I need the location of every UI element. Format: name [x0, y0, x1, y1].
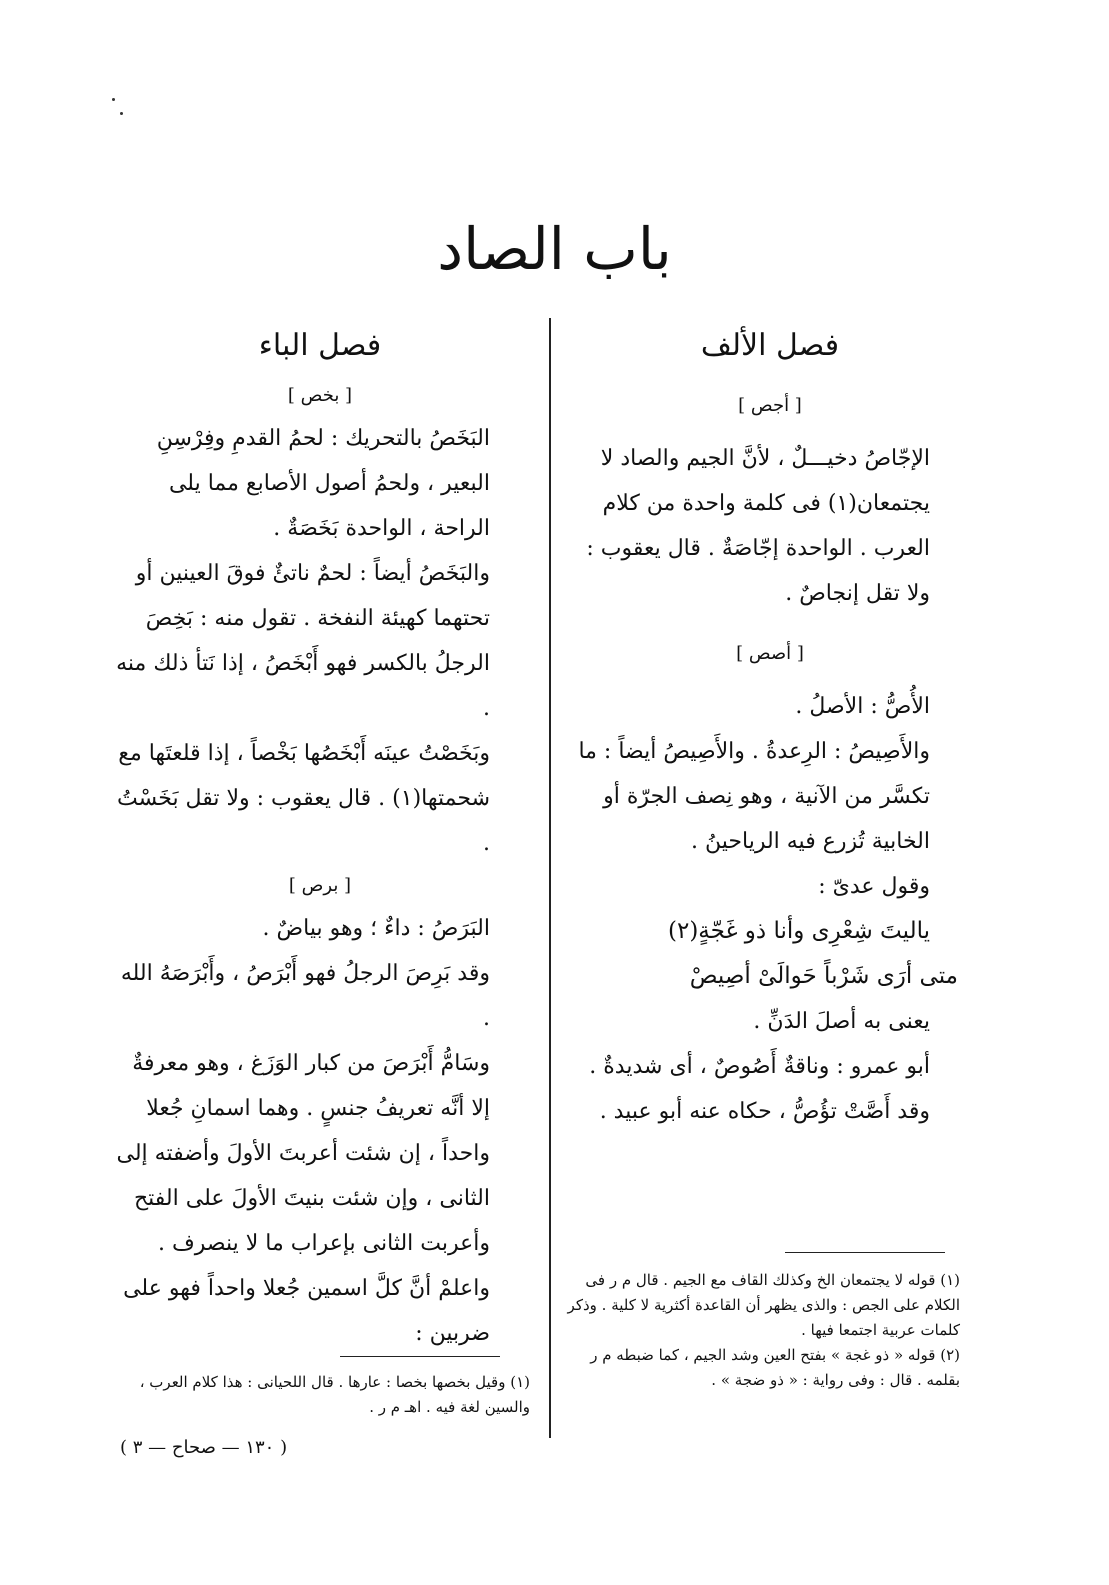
chapter-title: باب الصاد: [437, 215, 672, 283]
footnote-rule: [785, 1252, 945, 1253]
footnote: (٢) قوله « ذو غجة » بفتح العين وشد الجيم ، كما ضبطه م ر بقلمه . قال : وفى رواية : « ذو ضجة » .: [590, 1346, 960, 1389]
footnotes-left: [110, 1370, 530, 1420]
entry-paragraph: الأُصُّ : الأصلُ .: [795, 694, 930, 719]
root-heading: [ أصص ]: [736, 643, 804, 664]
entry-paragraph: واعلمْ أنَّ كلَّ اسمين جُعلا واحداً فهو على ضربين :: [123, 1276, 490, 1346]
entry-paragraph: وقول عدىّ :: [818, 874, 930, 899]
entry-paragraph: البَخَصُ بالتحريك : لحمُ القدمِ وفِرْسِنِ البعير ، ولحمُ أصول الأصابع مما يلى الراحة ، الواحدة بَخَصَةٌ .: [156, 426, 490, 541]
root-heading: [ أجص ]: [738, 395, 802, 416]
verse-line: متى أرَى شَرْباً حَوالَىْ أصِيصْ: [689, 963, 958, 989]
footnote-rule: [340, 1356, 500, 1357]
entry-paragraph: وسَامُّ أَبْرَصَ من كبار الوَزَغ ، وهو معرفةٌ إلا أنَّه تعريفُ جنسٍ . وهما اسمانِ جُعلا واحداً ، إن شئت أعربتَ الأولَ وأضفته إلى الثانى ، وإن شئت بنيتَ الأولَ على الفتح وأعربت الثانى بإعراب ما لا ينصرف .: [116, 1051, 490, 1256]
scan-speck: [120, 112, 123, 115]
entry-paragraph: أبو عمرو : وناقةٌ أَصُوصٌ ، أى شديدةٌ .: [589, 1054, 930, 1079]
right-column: [570, 320, 970, 1134]
entry-paragraph: والأَصِيصُ : الرِعدةُ . والأَصِيصُ أيضاً : ما تكسَّر من الآنية ، وهو نِصف الجرّة أو الخابية تُزرع فيه الرياحينُ .: [578, 739, 930, 854]
entry-paragraph: وبَخَصْتُ عينَه أَبْخَصُها بَخْصاً ، إذا قلعتَها مع شحمتها(١) . قال يعقوب : ولا تقل بَخَسْتُ .: [117, 741, 490, 856]
footnote: (١) وقيل بخصها بخصا : عارها . قال اللحيانى : هذا كلام العرب ، والسين لغة فيه . اهـ م ر .: [139, 1373, 530, 1416]
footnote: (١) قوله لا يجتمعان الخ وكذلك القاف مع الجيم . قال م ر فى الكلام على الجص : والذى يظهر أن القاعدة أكثرية لا كلية . وذكر كلمات عربية اجتمعا فيها .: [567, 1271, 960, 1339]
footnotes-right: [565, 1268, 960, 1393]
verse-line: ياليتَ شِعْرِى وأنا ذو غَجّةٍ(٢): [667, 918, 930, 944]
entry-paragraph: والبَخَصُ أيضاً : لحمٌ ناتئٌ فوقَ العينين أو تحتهما كهيئة النفخة . تقول منه : بَخِصَ الرجلُ بالكسر فهو أَبْخَصُ ، إذا نَتأ ذلك منه .: [116, 561, 490, 721]
section-title: فصل الألف: [700, 328, 840, 363]
section-title: فصل الباء: [258, 328, 382, 363]
page-signature: ( ١٣٠ — صحاح — ٣ ): [120, 1437, 288, 1458]
root-heading: [ بخص ]: [287, 385, 353, 406]
entry-paragraph: يعنى به أصلَ الدَنِّ .: [753, 1009, 930, 1034]
entry-paragraph: البَرَصُ : داءٌ ؛ وهو بياضٌ .: [262, 916, 490, 941]
entry-paragraph: الإجّاصُ دخيـــلٌ ، لأنَّ الجيم والصاد لا يجتمعان(١) فى كلمة واحدة من كلام العرب . الواحدة إجّاصَةٌ . قال يعقوب : ولا تقل إنجاصٌ .: [586, 446, 930, 606]
entry-paragraph: وقد أَصَّتْ تؤُصُّ ، حكاه عنه أبو عبيد .: [599, 1099, 930, 1124]
scan-speck: [112, 98, 115, 101]
left-column: [110, 320, 530, 1356]
column-divider: [549, 318, 551, 1438]
root-heading: [ برص ]: [288, 875, 352, 896]
entry-paragraph: وقد بَرِصَ الرجلُ فهو أَبْرَصُ ، وأَبْرَصَهُ الله .: [120, 961, 490, 1031]
